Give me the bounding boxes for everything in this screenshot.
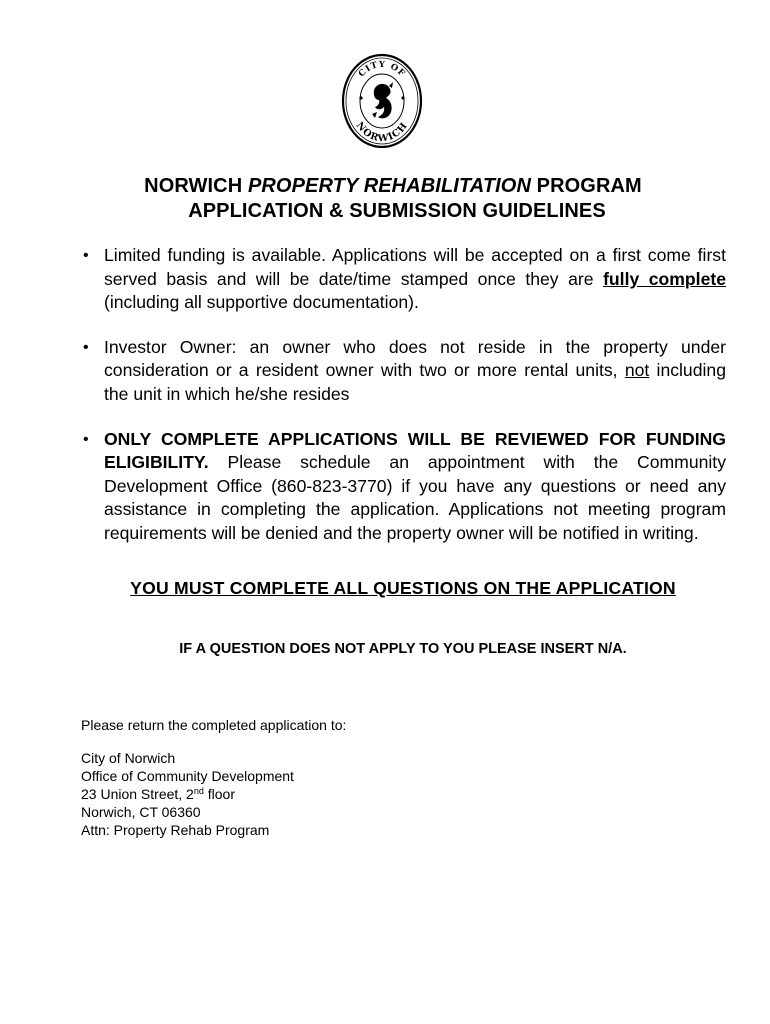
- guideline-emphasis: fully complete: [603, 268, 726, 289]
- title-part: NORWICH: [144, 175, 248, 197]
- title-program-name: PROPERTY REHABILITATION: [247, 175, 531, 197]
- address-line: City of Norwich: [81, 750, 176, 766]
- page-title-line-1: [8, 174, 770, 198]
- return-instruction: Please return the completed application to:: [81, 717, 347, 733]
- address-part: floor: [203, 786, 235, 802]
- address-line: Office of Community Development: [81, 768, 294, 784]
- guideline-text: Please schedule an appointment with the Community Development Office (860-823-3770) if you have any questions or need any assistance in completing the application. Applications not meeting program requirements will be denied and the property owner will be notified in writing.: [104, 452, 726, 543]
- guideline-item: [80, 428, 726, 546]
- guideline-item: [80, 244, 726, 315]
- address-line: Attn: Property Rehab Program: [81, 822, 270, 838]
- guideline-text: (including all supportive documentation).: [104, 292, 419, 313]
- bullet-icon: •: [83, 247, 89, 264]
- complete-all-notice: YOU MUST COMPLETE ALL QUESTIONS ON THE APPLICATION: [130, 578, 676, 598]
- guideline-emphasis: ONLY COMPLETE APPLICATIONS WILL BE REVIEWED FOR FUNDING ELIGIBILITY.: [104, 428, 726, 473]
- address-part: 23 Union Street, 2: [81, 786, 194, 802]
- guideline-item: [80, 336, 726, 407]
- title-part: PROGRAM: [531, 175, 642, 197]
- address-line: Norwich, CT 06360: [81, 804, 201, 820]
- na-notice: IF A QUESTION DOES NOT APPLY TO YOU PLEASE INSERT N/A.: [179, 641, 627, 657]
- bullet-icon: •: [83, 430, 89, 448]
- page-title-line-2: APPLICATION & SUBMISSION GUIDELINES: [188, 200, 606, 222]
- address-line: [81, 785, 294, 803]
- address-ordinal: nd: [193, 786, 204, 796]
- guideline-text: Investor Owner: an owner who does not reside in the property under consideration or a resident owner with two or more rental units,: [104, 336, 726, 381]
- bullet-icon: •: [83, 338, 89, 356]
- svg-text:NORWICH: NORWICH: [353, 120, 411, 145]
- guidelines-list: [80, 244, 726, 546]
- guideline-text: including the unit in which he/she resides: [104, 360, 726, 404]
- guideline-text: Limited funding is available. Applications will be accepted on a first come first served basis and will be date/time stamped once they are: [104, 245, 726, 289]
- mailing-address: [81, 749, 294, 839]
- svg-text:CITY OF: CITY OF: [356, 59, 408, 80]
- guideline-emphasis: not: [624, 360, 650, 381]
- city-seal: [341, 52, 423, 150]
